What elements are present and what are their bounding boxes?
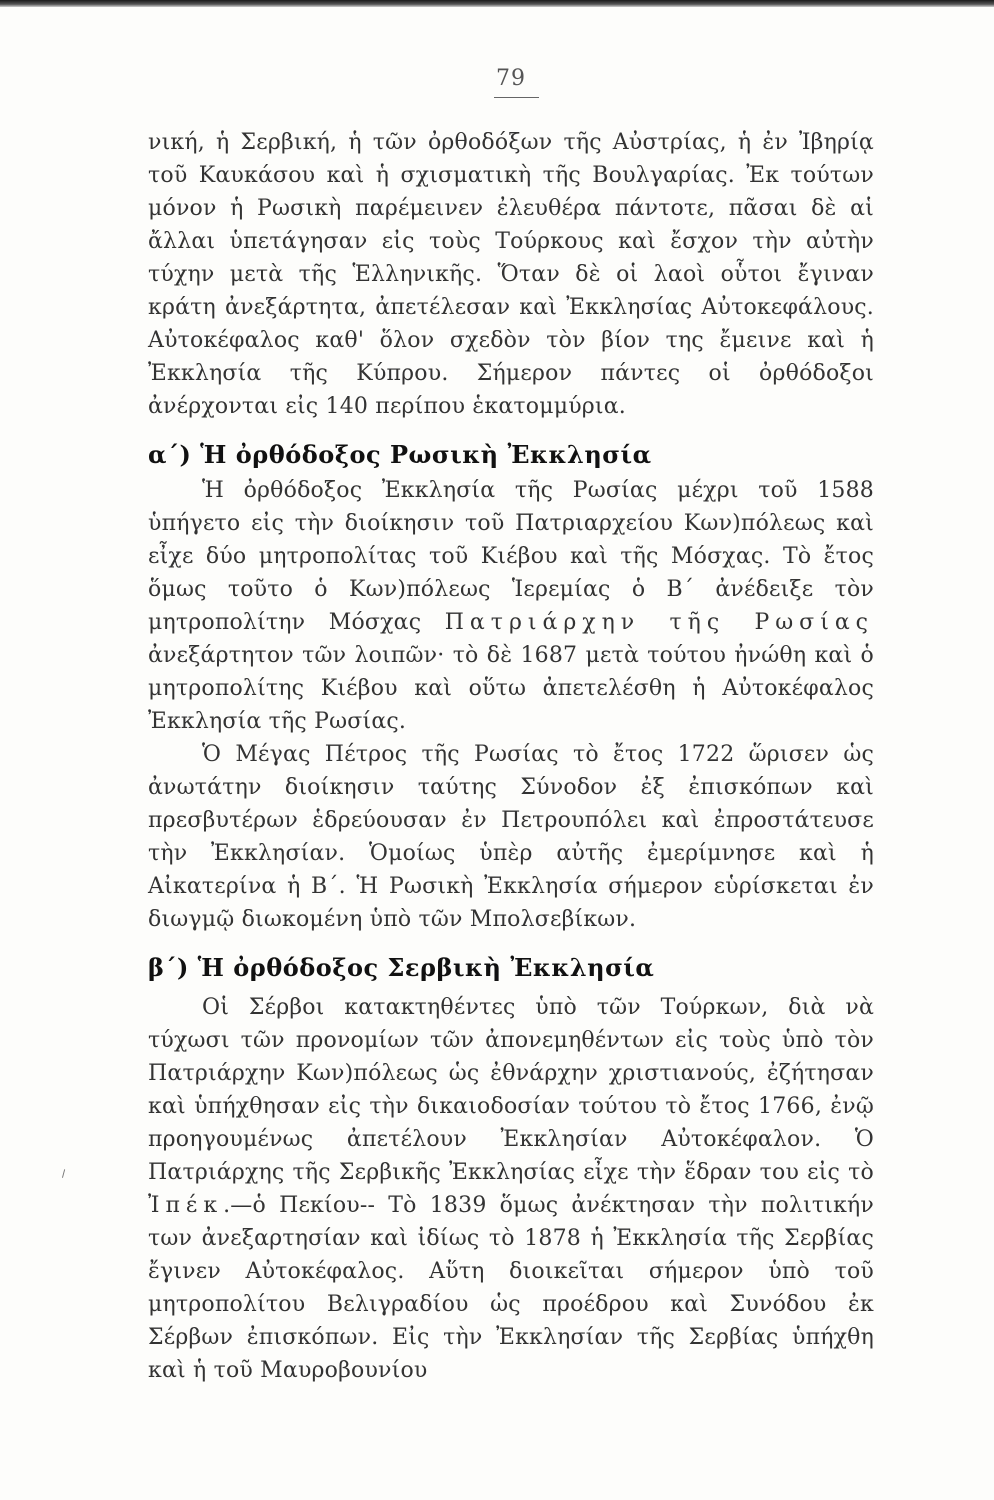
section-a-body	[148, 474, 874, 936]
opening-paragraph: νική, ἡ Σερβική, ἡ τῶν ὀρθοδόξων τῆς Αὐστρίας, ἡ ἐν Ἰβηρίᾳ τοῦ Καυκάσου καὶ ἡ σχισματικὴ τῆς Βουλγαρίας. Ἐκ τούτων μόνον ἡ Ρωσικὴ παρέμεινεν ἐλευθέρα πάντοτε, πᾶσαι δὲ αἱ ἄλλαι ὑπετάγησαν εἰς τοὺς Τούρκους καὶ ἔσχον τὴν αὐτὴν τύχην μετὰ τῆς Ἑλληνικῆς. Ὅταν δὲ οἱ λαοὶ οὗτοι ἔγιναν κράτη ἀνεξάρτητα, ἀπετέλεσαν καὶ Ἐκκλησίας Αὐτοκεφάλους. Αὐτοκέφαλος καθ' ὅλον σχεδὸν τὸν βίον της ἔμεινε καὶ ἡ Ἐκκλησία τῆς Κύπρου. Σήμερον πάντες οἱ ὀρθόδοξοι ἀνέρχονται εἰς 140 περίπου ἑκατομμύρια.	[148, 130, 874, 419]
section-b-heading: β΄) Ἡ ὀρθόδοξος Σερβικὴ Ἐκκλησία	[148, 953, 655, 982]
section-b-body	[148, 991, 874, 1387]
section-a-p1-text-1: Ἡ ὀρθόδοξος Ἐκκλησία τῆς Ρωσίας μέχρι τοῦ 1588 ὑπήγετο εἰς τὴν διοίκησιν τοῦ Πατριαρχείου Κων)πόλεως καὶ εἶχε δύο μητροπολίτας τοῦ Κιέβου καὶ τῆς Μόσχας. Τὸ ἔτος ὅμως τοῦτο ὁ Κων)πόλεως Ἱερεμίας ὁ Β΄ ἀνέδειξε τὸν μητροπολίτην Μόσχας	[148, 478, 874, 635]
section-a-paragraph-2: Ὁ Μέγας Πέτρος τῆς Ρωσίας τὸ ἔτος 1722 ὥρισεν ὡς ἀνωτάτην διοίκησιν ταύτης Σύνοδον ἐξ ἐπισκόπων καὶ πρεσβυτέρων ἑδρεύουσαν ἐν Πετρουπόλει καὶ ἐπροστάτευσε τὴν Ἐκκλησίαν. Ὁμοίως ὑπὲρ αὐτῆς ἐμερίμνησε καὶ ἡ Αἰκατερίνα ἡ Β΄. Ἡ Ρωσικὴ Ἐκκλησία σήμερον εὑρίσκεται ἐν διωγμῷ διωκομένη ὑπὸ τῶν Μπολσεβίκων.	[148, 742, 874, 932]
opening-text-block	[148, 126, 874, 423]
page-number-underline	[494, 97, 539, 98]
section-a-paragraph-1	[148, 474, 874, 738]
section-a-heading: α΄) Ἡ ὀρθόδοξος Ρωσικὴ Ἐκκλησία	[148, 440, 652, 469]
page-number: 79	[496, 66, 526, 91]
scan-top-edge	[0, 0, 994, 7]
section-b-p1-text-1: Οἱ Σέρβοι κατακτηθέντες ὑπὸ τῶν Τούρκων, διὰ νὰ τύχωσι τῶν προνομίων τῶν ἀπονεμηθέντων εἰς τοὺς ὑπὸ τὸν Πατριάρχην Κων)πόλεως ὡς ἐθνάρχην χριστιανούς, ἐζήτησαν καὶ ὑπήχθησαν εἰς τὴν δικαιοδοσίαν τούτου τὸ ἔτος 1766, ἐνῷ προηγουμένως ἀπετέλουν Ἐκκλησίαν Αὐτοκέφαλον. Ὁ Πατριάρχης τῆς Σερβικῆς Ἐκκλησίας εἶχε τὴν ἕδραν του εἰς τὸ	[148, 995, 874, 1185]
section-b-p1-text-2: .—ὁ Πεκίου-- Τὸ 1839 ὅμως ἀνέκτησαν τὴν πολιτικήν των ἀνεξαρτησίαν καὶ ἰδίως τὸ 1878 ἡ Ἐκκλησία τῆς Σερβίας ἔγινεν Αὐτοκέφαλος. Αὕτη διοικεῖται σήμερον ὑπὸ τοῦ μητροπολίτου Βελιγραδίου ὡς προέδρου καὶ Συνόδου ἐκ Σέρβων ἐπισκόπων. Εἰς τὴν Ἐκκλησίαν τῆς Σερβίας ὑπήχθη καὶ ἡ τοῦ Μαυροβουνίου	[148, 1193, 874, 1383]
margin-pencil-mark: ⸝	[52, 1159, 71, 1182]
section-a-p1-text-2: ἀνεξάρτητον τῶν λοιπῶν· τὸ δὲ 1687 μετὰ τούτου ἠνώθη καὶ ὁ μητροπολίτης Κιέβου καὶ οὕτω ἀπετελέσθη ἡ Αὐτοκέφαλος Ἐκκλησία τῆς Ρωσίας.	[148, 643, 874, 734]
section-b-paragraph-1	[148, 991, 874, 1387]
section-a-p1-spaced-title: Πατριάρχην τῆς Ρωσίας	[444, 610, 875, 635]
section-b-p1-spaced-place: Ἰπέκ	[148, 1193, 224, 1218]
